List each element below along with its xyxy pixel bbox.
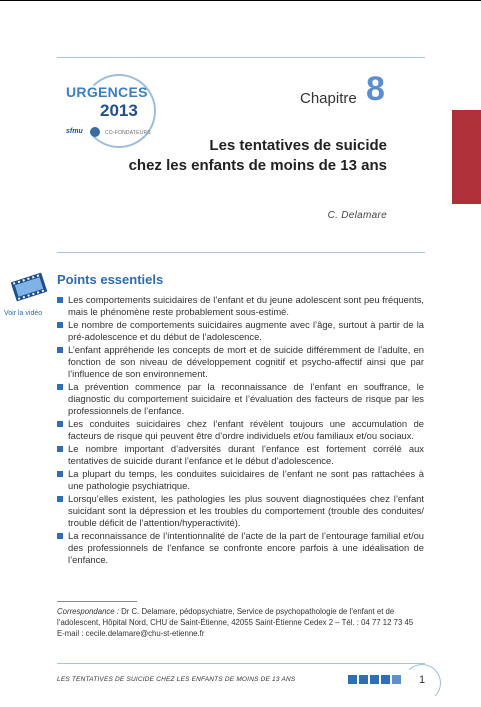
footer-rule <box>57 663 425 664</box>
list-item <box>57 381 424 417</box>
chapter-number: 8 <box>366 70 385 108</box>
list-item <box>57 530 424 566</box>
bullet-square-icon <box>57 533 63 539</box>
video-link[interactable]: Voir la vidéo <box>4 310 43 317</box>
list-item <box>57 294 424 318</box>
list-item <box>57 443 424 467</box>
list-item-text: Les comportements suicidaires de l’enfant et du jeune adolescent sont peu fréquents, mais le phénomène reste probablement sous-estimé. <box>68 294 424 317</box>
footer-square <box>348 675 357 684</box>
points-list <box>57 294 424 567</box>
logo-line2: 2013 <box>100 101 138 120</box>
bullet-square-icon <box>57 322 63 328</box>
points-heading: Points essentiels <box>57 272 164 287</box>
author: C. Delamare <box>327 210 387 221</box>
bullet-square-icon <box>57 297 63 303</box>
list-item <box>57 344 424 380</box>
footer-squares <box>348 675 401 684</box>
bullet-square-icon <box>57 384 63 390</box>
running-title: LES TENTATIVES DE SUICIDE CHEZ LES ENFANTS DE MOINS DE 13 ANS <box>57 676 296 683</box>
logo-society: sfmu <box>66 128 83 135</box>
list-item <box>57 468 424 492</box>
footer-square <box>370 675 379 684</box>
title-line1: Les tentatives de suicide <box>209 137 387 154</box>
bullet-square-icon <box>57 421 63 427</box>
logo-tagline: CO-FONDATEURS <box>105 130 151 136</box>
chapter-word: Chapitre <box>300 90 357 107</box>
seal-icon <box>90 127 100 137</box>
logo-line1: URGENCES <box>66 84 148 100</box>
chapter-tab <box>452 110 481 204</box>
film-strip-icon[interactable] <box>10 270 48 304</box>
footer-square <box>359 675 368 684</box>
bullet-square-icon <box>57 446 63 452</box>
list-item-text: Le nombre de comportements suicidaires augmente avec l’âge, surtout à partir de la pré-adolescence et du début de l’adolescence. <box>68 319 424 342</box>
top-border <box>0 0 481 1</box>
list-item-text: Les conduites suicidaires chez l’enfant révèlent toujours une accumulation de facteurs de risque qui peuvent être d’ordre individuels et/ou familiaux et/ou sociaux. <box>68 418 424 441</box>
list-item-text: Le nombre important d’adversités durant l’enfance est fortement corrélé aux tentatives de suicide durant l’enfance et le début d’adolescence. <box>68 443 424 466</box>
list-item <box>57 493 424 529</box>
footer-square <box>381 675 390 684</box>
list-item <box>57 418 424 442</box>
list-item-text: La prévention commence par la reconnaissance de l’enfant en souffrance, le diagnostic du comportement suicidaire et l’évaluation des facteurs de risque par les professionnels de l’enfance. <box>68 381 424 416</box>
section-rule <box>57 252 425 253</box>
bullet-square-icon <box>57 471 63 477</box>
list-item-text: L’enfant appréhende les concepts de mort et de suicide différemment de l’adulte, en fonction de son niveau de développement cognitif et psycho-affectif ainsi que par l’influence de son environnement. <box>68 344 424 379</box>
list-item-text: La plupart du temps, les conduites suicidaires de l’enfant ne sont pas rattachées à une pathologie psychiatrique. <box>68 468 424 491</box>
correspondence-email[interactable]: E-mail : cecile.delamare@chu-st-etienne.fr <box>57 629 205 638</box>
correspondence-label: Correspondance : <box>57 607 119 616</box>
footer-square <box>392 675 401 684</box>
chapter-title <box>129 136 387 176</box>
title-line2: chez les enfants de moins de 13 ans <box>128 157 387 174</box>
urgences-logo <box>58 66 156 146</box>
list-item-text: Lorsqu’elles existent, les pathologies les plus souvent diagnostiquées chez l’enfant suicidant sont la dépression et les troubles du comportement (trouble des conduites/ trouble déficit de l’attention/hyperactivité). <box>68 493 424 528</box>
correspondence <box>57 606 425 639</box>
header-rule <box>57 57 425 58</box>
list-item <box>57 319 424 343</box>
bullet-square-icon <box>57 496 63 502</box>
correspondence-rule <box>57 601 137 602</box>
list-item-text: La reconnaissance de l’intentionnalité de l’acte de la part de l’entourage familial et/ou des professionnels de l’enfance se confronte encore parfois à une idéalisation de l’enfance. <box>68 530 424 565</box>
bullet-square-icon <box>57 347 63 353</box>
correspondence-text: Dr C. Delamare, pédopsychiatre, Service de psychopathologie de l’enfant et de l’adolescent, Hôpital Nord, CHU de Saint-Étienne, 42055 Saint-Étienne Cedex 2 – Tél. : 04 77 12 73 45 <box>57 607 414 627</box>
page-number: 1 <box>419 674 426 686</box>
